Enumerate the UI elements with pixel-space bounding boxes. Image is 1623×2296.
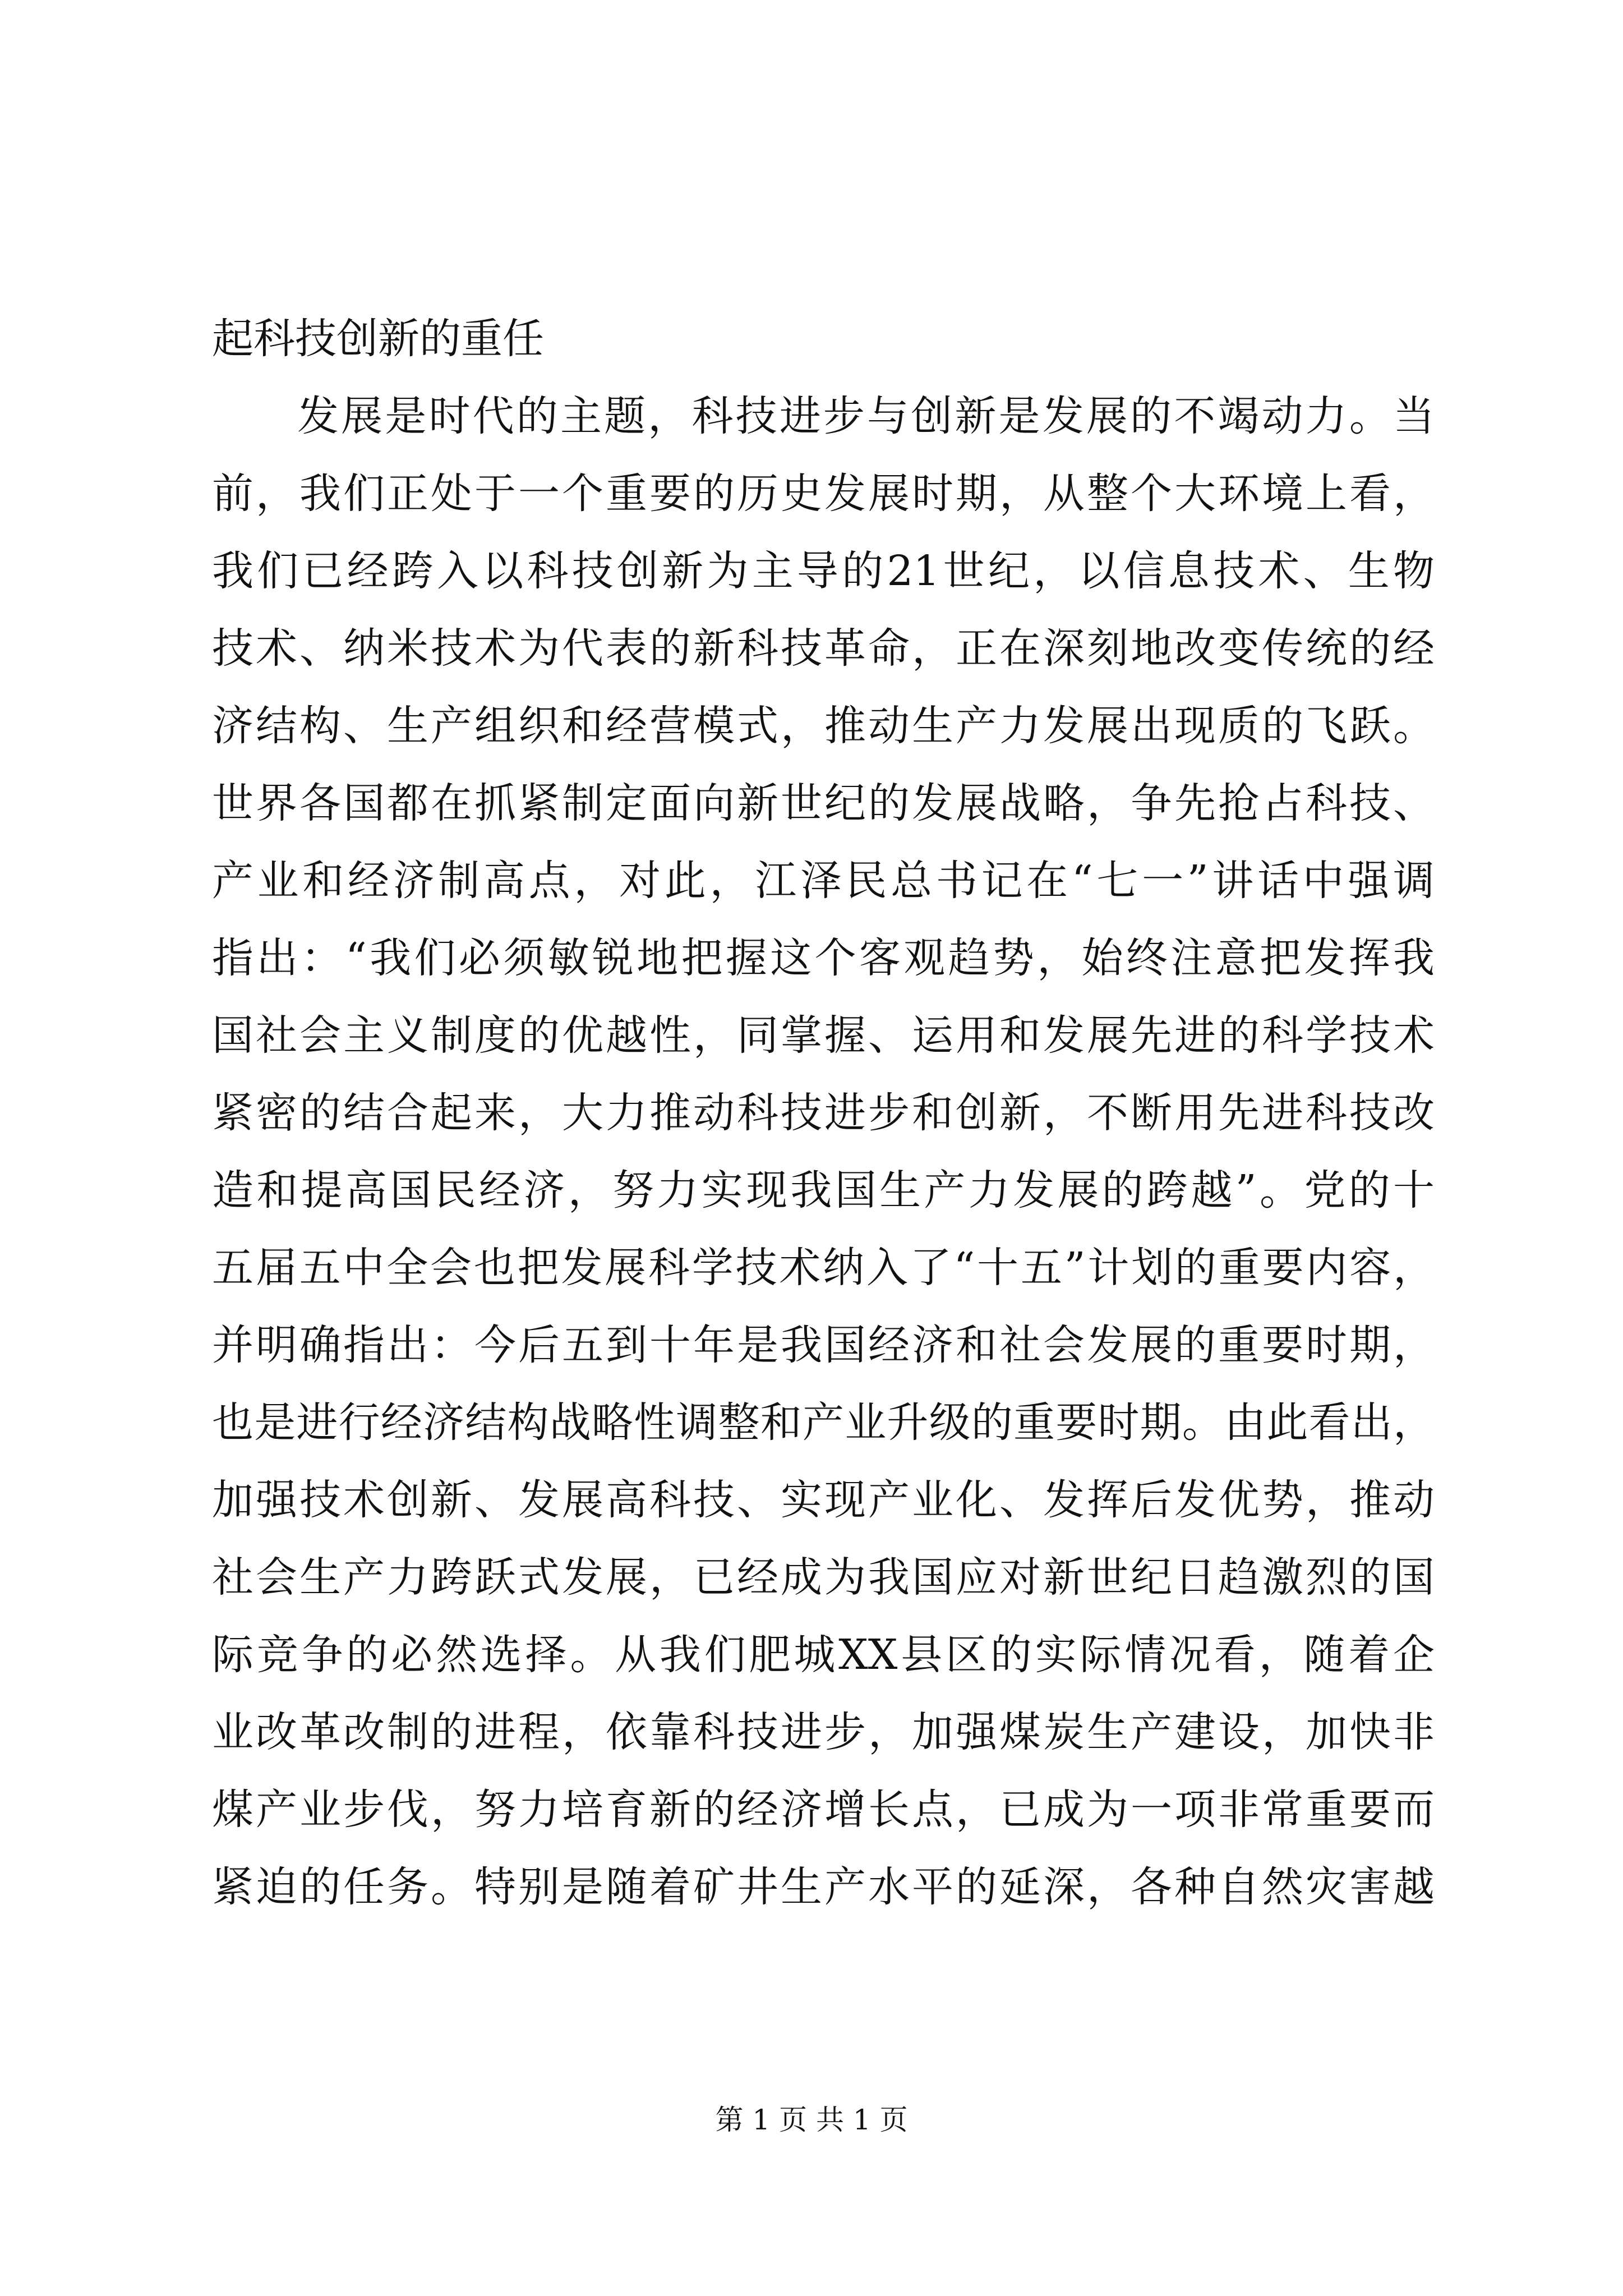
paragraph-line: 并明确指出：今后五到十年是我国经济和社会发展的重要时期， (212, 1321, 1435, 1369)
page-number-footer: 第 1 页 共 1 页 (715, 2104, 908, 2136)
paragraph-line: 我们已经跨入以科技创新为主导的21世纪，以信息技术、生物 (212, 547, 1435, 595)
paragraph-line: 产业和经济制高点，对此，江泽民总书记在“七一”讲话中强调 (212, 857, 1435, 905)
paragraph-line: 业改革改制的进程，依靠科技进步，加强煤炭生产建设，加快非 (212, 1708, 1435, 1756)
paragraph-line: 技术、纳米技术为代表的新科技革命，正在深刻地改变传统的经 (212, 624, 1435, 673)
paragraph-line: 加强技术创新、发展高科技、实现产业化、发挥后发优势，推动 (212, 1476, 1435, 1524)
paragraph-line: 际竞争的必然选择。从我们肥城XX县区的实际情况看，随着企 (212, 1631, 1435, 1679)
paragraph-line: 也是进行经济结构战略性调整和产业升级的重要时期。由此看出， (212, 1398, 1435, 1447)
paragraph-line: 前，我们正处于一个重要的历史发展时期，从整个大环境上看， (212, 470, 1435, 518)
paragraph-line: 造和提高国民经济，努力实现我国生产力发展的跨越”。党的十 (212, 1166, 1435, 1214)
heading-line: 起科技创新的重任 (212, 315, 544, 363)
paragraph-line: 世界各国都在抓紧制定面向新世纪的发展战略，争先抢占科技、 (212, 779, 1435, 827)
paragraph-line: 紧密的结合起来，大力推动科技进步和创新，不断用先进科技改 (212, 1089, 1435, 1137)
paragraph-line: 紧迫的任务。特别是随着矿井生产水平的延深，各种自然灾害越 (212, 1863, 1435, 1911)
paragraph-line: 五届五中全会也把发展科学技术纳入了“十五”计划的重要内容， (212, 1244, 1435, 1292)
paragraph-line: 社会生产力跨跃式发展，已经成为我国应对新世纪日趋激烈的国 (212, 1553, 1435, 1602)
paragraph-line: 煤产业步伐，努力培育新的经济增长点，已成为一项非常重要而 (212, 1786, 1435, 1834)
paragraph-line: 指出：“我们必须敏锐地把握这个客观趋势，始终注意把发挥我 (212, 934, 1435, 982)
paragraph-line: 济结构、生产组织和经营模式，推动生产力发展出现质的飞跃。 (212, 702, 1435, 750)
paragraph-line: 发展是时代的主题，科技进步与创新是发展的不竭动力。当 (297, 392, 1435, 440)
paragraph-line: 国社会主义制度的优越性，同掌握、运用和发展先进的科学技术 (212, 1011, 1435, 1060)
